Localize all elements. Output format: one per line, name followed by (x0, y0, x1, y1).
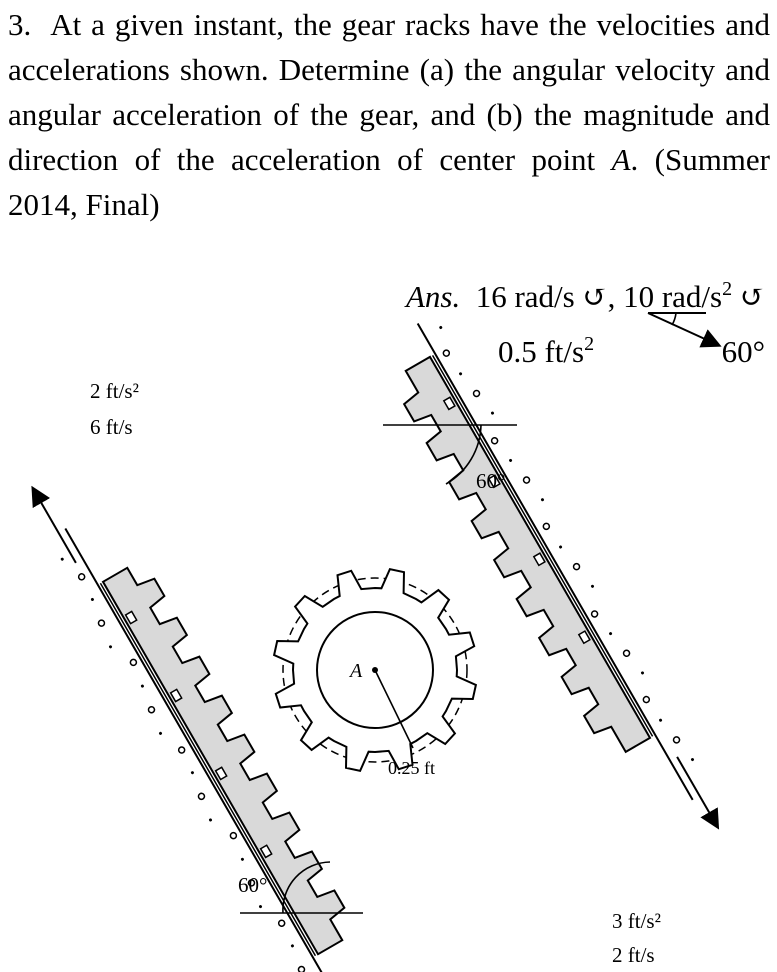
right-rack-accel-label: 3 ft/s² (612, 909, 661, 933)
answer-alpha-exp: 2 (722, 278, 733, 300)
problem-suffix: . (Summer 2014, Final) (8, 142, 771, 222)
right-rack-vel-label: 2 ft/s (612, 943, 655, 967)
center-label: A (350, 660, 363, 682)
left-rack-vel-label: 6 ft/s (90, 415, 133, 439)
bottom-angle-label: 60° (238, 873, 268, 897)
problem-text: At a given instant, the gear racks have the velocities and accelerations shown. Determine (a) the angular velocity and angular acceleration of the gear, and (b) the magnitude and direction of the acceleration of center point (8, 7, 771, 177)
answer-direction-icon (648, 313, 718, 345)
right-rack-ground (418, 313, 712, 800)
point-label: A (611, 142, 631, 177)
problem-number: 3. (8, 7, 32, 42)
answer-label: Ans. (405, 279, 461, 314)
answer-accel: 0.5 ft/s (497, 334, 585, 369)
answer-omega: 16 rad/s (475, 279, 575, 314)
gear (274, 569, 476, 771)
answer-accel-exp: 2 (584, 333, 595, 355)
answer-angle: 60° (721, 334, 765, 369)
ccw-rotation-icon-2: ↺ (739, 281, 765, 314)
top-angle-label: 60° (476, 469, 506, 493)
left-rack-accel-label: 2 ft/s² (90, 379, 139, 403)
answer-alpha: , 10 rad/s (607, 279, 723, 314)
ccw-rotation-icon: ↺ (582, 281, 608, 314)
radius-label: 0.25 ft (388, 758, 435, 778)
